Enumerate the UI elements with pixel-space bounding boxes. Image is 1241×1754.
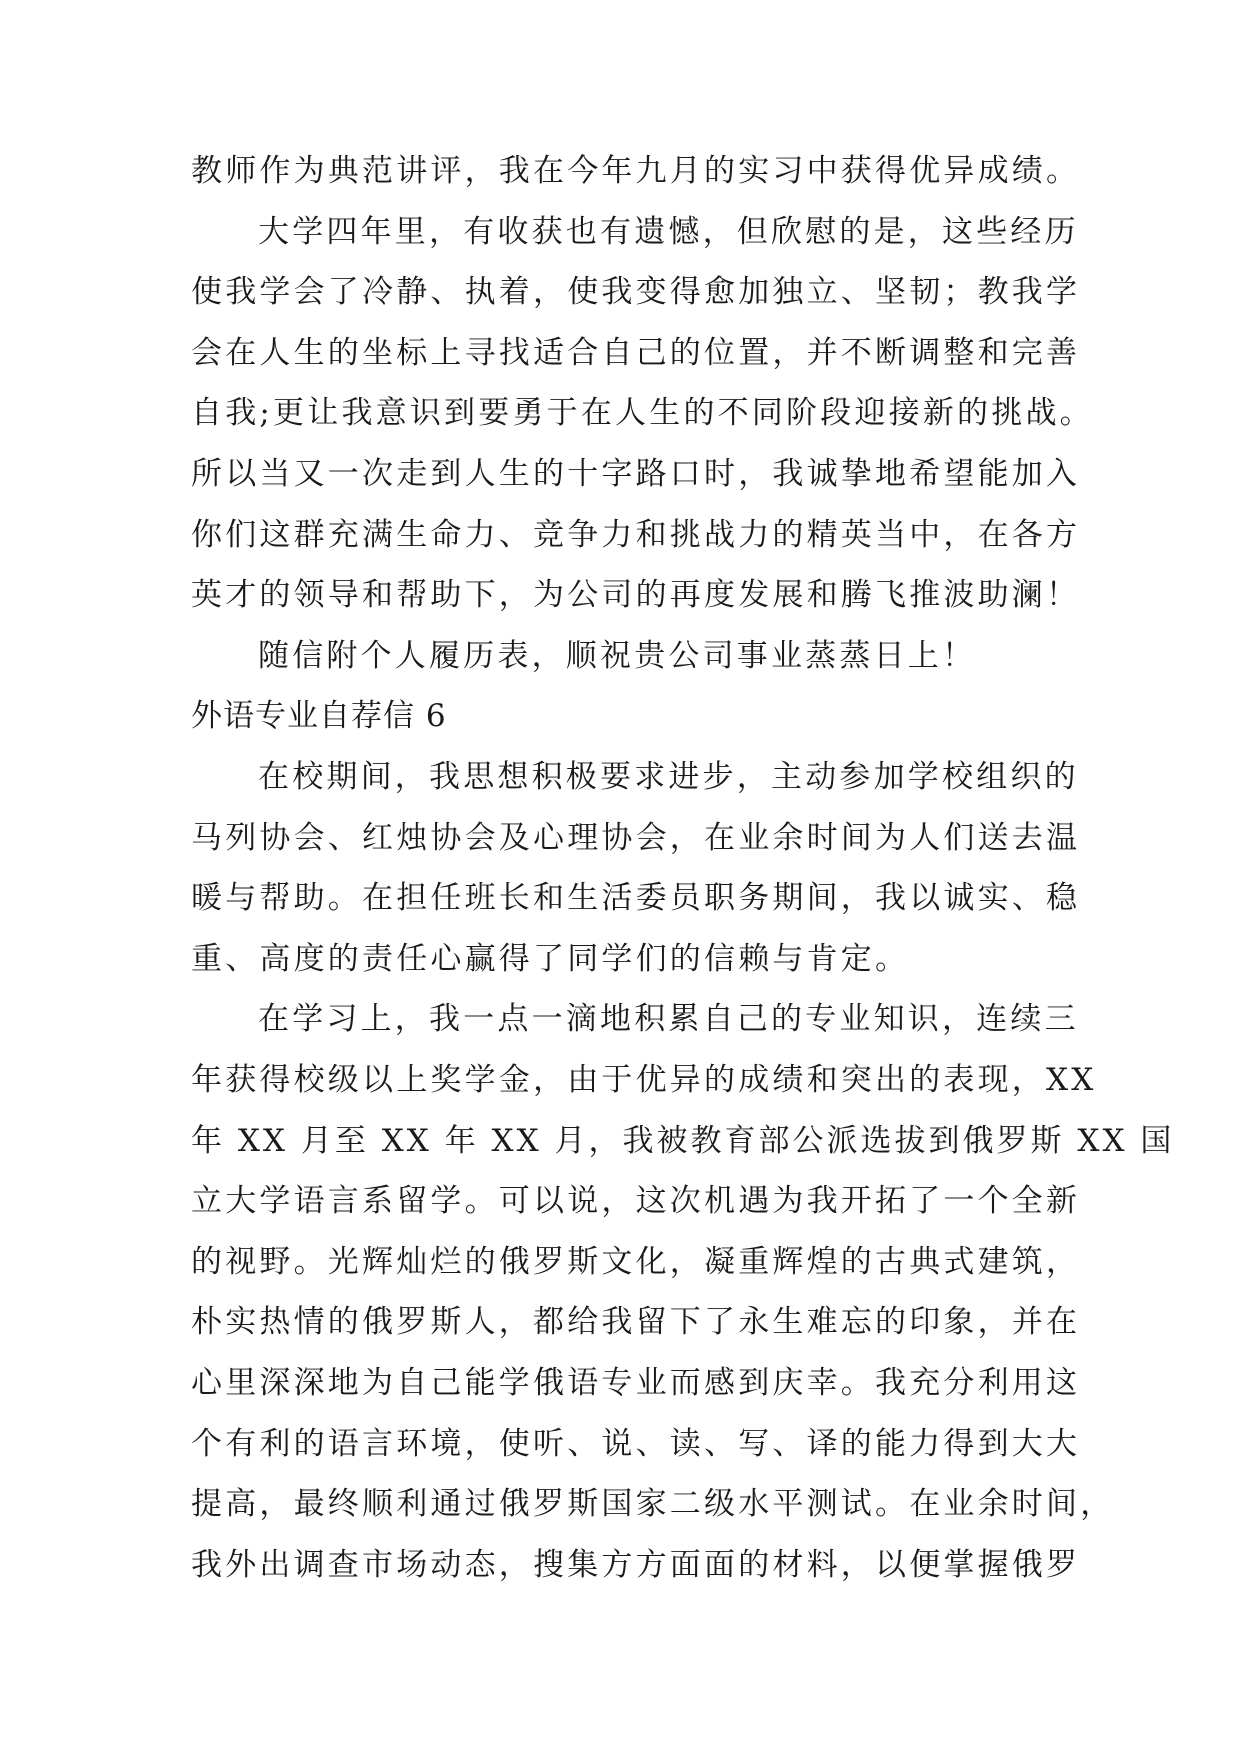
text-line: 自我;更让我意识到要勇于在人生的不同阶段迎接新的挑战。 — [191, 395, 1094, 431]
text-line: 马列协会、红烛协会及心理协会，在业余时间为人们送去温 — [191, 820, 1081, 856]
text-line: 暖与帮助。在担任班长和生活委员职务期间，我以诚实、稳 — [191, 880, 1081, 916]
text-line: 所以当又一次走到人生的十字路口时，我诚挚地希望能加入 — [191, 456, 1081, 492]
text-line: 的视野。光辉灿烂的俄罗斯文化，凝重辉煌的古典式建筑， — [191, 1244, 1081, 1280]
text-line: 年获得校级以上奖学金，由于优异的成绩和突出的表现，XX — [191, 1062, 1097, 1098]
text-line: 英才的领导和帮助下，为公司的再度发展和腾飞推波助澜！ — [191, 577, 1081, 613]
text-line: 个有利的语言环境，使听、说、读、写、译的能力得到大大 — [191, 1426, 1081, 1462]
text-line: 教师作为典范讲评，我在今年九月的实习中获得优异成绩。 — [191, 153, 1081, 189]
text-line: 我外出调查市场动态，搜集方方面面的材料，以便掌握俄罗 — [191, 1547, 1081, 1583]
text-line: 重、高度的责任心赢得了同学们的信赖与肯定。 — [191, 941, 910, 977]
paragraph-start-line: 在校期间，我思想积极要求进步，主动参加学校组织的 — [258, 759, 1079, 795]
paragraph-start-line: 随信附个人履历表，顺祝贵公司事业蒸蒸日上！ — [258, 638, 977, 674]
text-line: 朴实热情的俄罗斯人，都给我留下了永生难忘的印象，并在 — [191, 1304, 1081, 1340]
section-heading: 外语专业自荐信 6 — [191, 698, 447, 734]
paragraph-start-line: 在学习上，我一点一滴地积累自己的专业知识，连续三 — [258, 1001, 1079, 1037]
text-line: 使我学会了冷静、执着，使我变得愈加独立、坚韧；教我学 — [191, 274, 1081, 310]
text-line: 年 XX 月至 XX 年 XX 月，我被教育部公派选拔到俄罗斯 XX 国 — [191, 1123, 1175, 1159]
text-line: 提高，最终顺利通过俄罗斯国家二级水平测试。在业余时间， — [191, 1486, 1115, 1522]
text-line: 心里深深地为自己能学俄语专业而感到庆幸。我充分利用这 — [191, 1365, 1081, 1401]
text-line: 会在人生的坐标上寻找适合自己的位置，并不断调整和完善 — [191, 335, 1081, 371]
text-line: 你们这群充满生命力、竞争力和挑战力的精英当中，在各方 — [191, 517, 1081, 553]
text-line: 立大学语言系留学。可以说，这次机遇为我开拓了一个全新 — [191, 1183, 1081, 1219]
paragraph-start-line: 大学四年里，有收获也有遗憾，但欣慰的是，这些经历 — [258, 214, 1079, 250]
